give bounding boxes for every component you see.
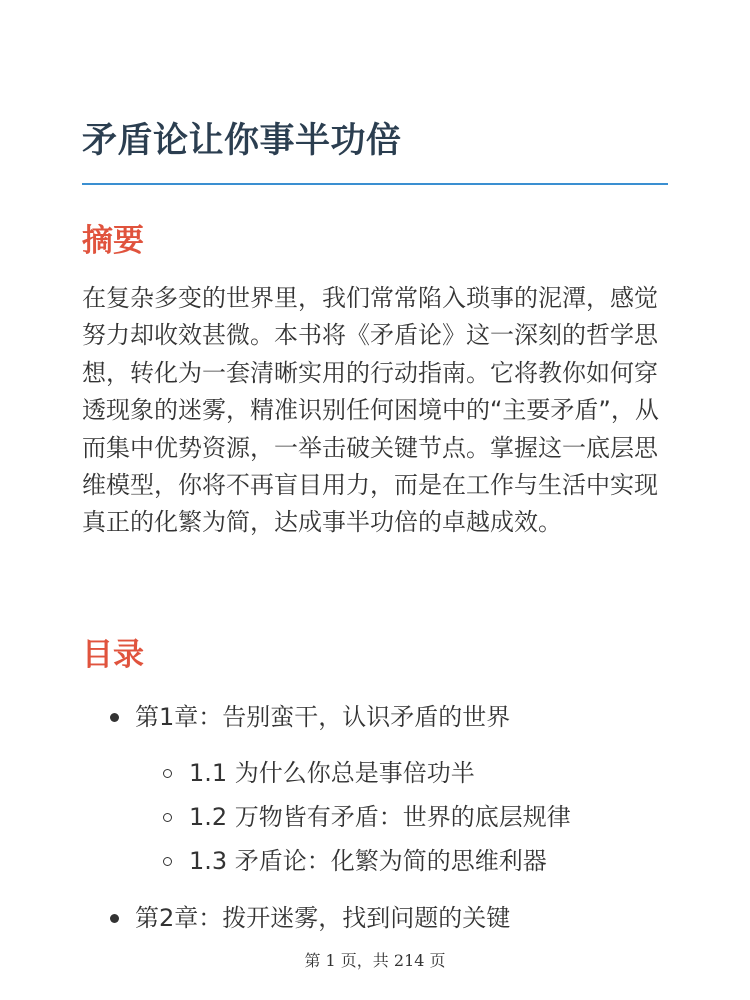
toc-heading: 目录 [82, 637, 144, 673]
chapter-bullet-icon [110, 713, 119, 722]
toc-chapter-1[interactable]: 第1章：告别蛮干，认识矛盾的世界 [135, 703, 511, 731]
chapter-bullet-icon [110, 914, 119, 923]
section-bullet-icon [163, 857, 172, 866]
page-title: 矛盾论让你事半功倍 [82, 121, 402, 161]
abstract-text: 在复杂多变的世界里，我们常常陷入琐事的泥潭，感觉努力却收效甚微。本书将《矛盾论》这一深刻的哲学思想，转化为一套清晰实用的行动指南。它将教你如何穿透现象的迷雾，精准识别任何困境中的“主要矛盾”，从而集中优势资源，一举击破关键节点。掌握这一底层思维模型，你将不再盲目用力，而是在工作与生活中实现真正的化繁为简，达成事半功倍的卓越成效。 [82, 284, 659, 537]
page-footer: 第 1 页，共 214 页 [304, 951, 446, 970]
toc-section-1-3[interactable]: 1.3 矛盾论：化繁为简的思维利器 [189, 847, 547, 875]
toc-section-1-2[interactable]: 1.2 万物皆有矛盾：世界的底层规律 [189, 803, 571, 831]
section-bullet-icon [163, 813, 172, 822]
section-bullet-icon [163, 769, 172, 778]
title-divider [82, 183, 668, 185]
toc-chapter-2[interactable]: 第2章：拨开迷雾，找到问题的关键 [135, 904, 511, 932]
abstract-heading: 摘要 [82, 223, 144, 259]
toc-section-1-1[interactable]: 1.1 为什么你总是事倍功半 [189, 759, 475, 787]
